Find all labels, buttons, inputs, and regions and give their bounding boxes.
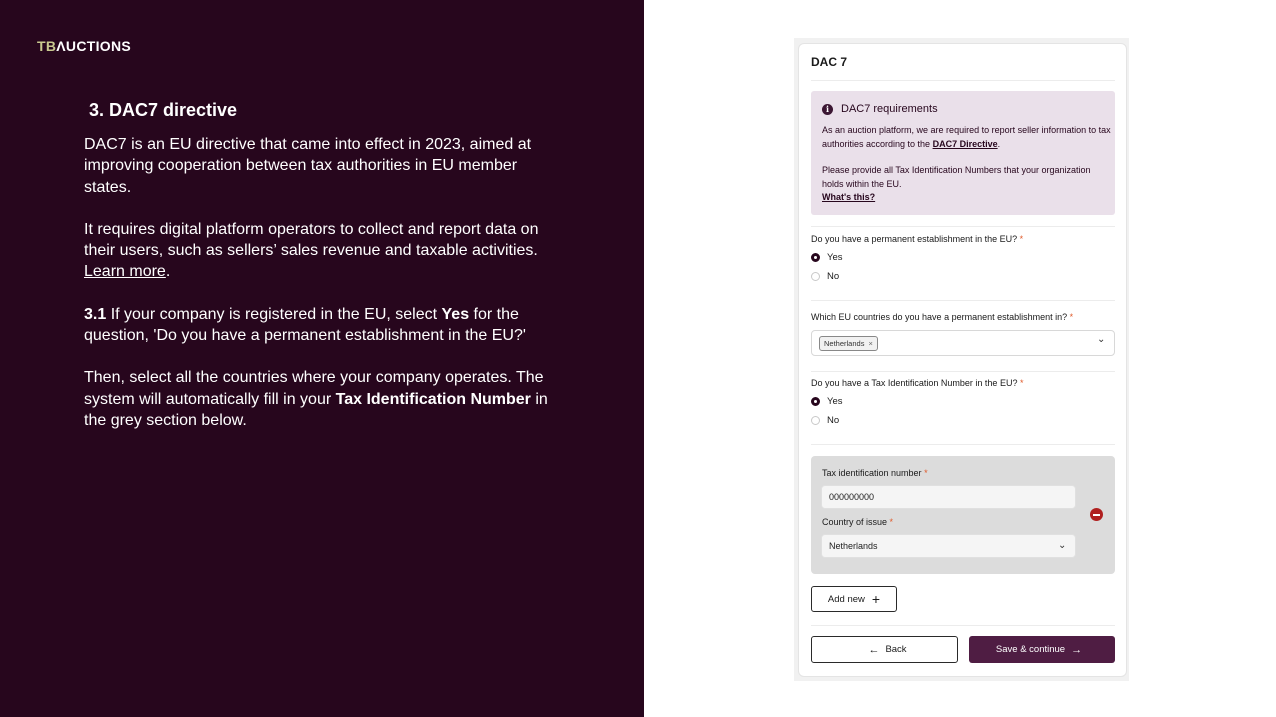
tin-section (811, 456, 1115, 574)
save-label: Save & continue (995, 644, 1066, 655)
radio-label: Yes (827, 396, 843, 407)
info-text-1: As an auction platform, we are required to report seller information to tax authorities according to the (822, 125, 1111, 149)
radio-label: Yes (827, 252, 843, 263)
divider (811, 226, 1115, 227)
chevron-down-icon[interactable]: ⌄ (1058, 540, 1067, 551)
add-new-label: Add new (827, 593, 865, 605)
info-text (822, 124, 1112, 218)
back-button[interactable] (811, 636, 958, 663)
tin-input[interactable]: 000000000 (821, 485, 1076, 509)
eu-countries-multiselect[interactable] (811, 330, 1115, 356)
remove-tin-button[interactable] (1090, 508, 1103, 521)
country-of-issue-label (822, 517, 893, 527)
permanent-establishment-question (811, 234, 1023, 244)
tin-label-text: Tax identification number (822, 468, 922, 478)
radio-selected-icon[interactable] (811, 397, 820, 406)
logo-prefix: TB (37, 38, 57, 54)
eu-countries-question (811, 312, 1073, 322)
arrow-right-icon: → (1071, 643, 1083, 656)
country-label-text: Country of issue (822, 517, 888, 527)
chip-label: Netherlands (824, 339, 865, 348)
info-text-1-end: . (997, 138, 1001, 149)
guide-body (84, 134, 564, 452)
info-heading (822, 103, 938, 115)
radio-selected-icon[interactable] (811, 253, 820, 262)
country-of-issue-select[interactable] (821, 534, 1076, 558)
guide-paragraph-1: DAC7 is an EU directive that came into effect in 2023, aimed at improving cooperation between tax authorities in EU member states. (84, 136, 532, 196)
radio-option-yes[interactable] (811, 396, 843, 407)
info-paragraph-1 (822, 124, 1112, 151)
q3-label: Do you have a Tax Identification Number in the EU? (811, 378, 1018, 388)
radio-option-no[interactable] (811, 271, 839, 282)
para3-text-a: If your company is registered in the EU, select (106, 305, 442, 323)
plus-icon: + (871, 591, 881, 607)
dac7-directive-link[interactable]: DAC7 Directive (932, 138, 998, 149)
radio-unselected-icon[interactable] (811, 272, 820, 281)
radio-label: No (827, 415, 840, 426)
divider (811, 371, 1115, 372)
para4-bold: Tax Identification Number (335, 390, 531, 408)
divider (811, 80, 1115, 81)
dac7-info-box (811, 91, 1115, 215)
info-paragraph-2 (822, 164, 1112, 205)
whats-this-link[interactable]: What's this? (822, 192, 876, 202)
tin-question (811, 378, 1023, 388)
arrow-left-icon: ← (868, 643, 880, 656)
form-title: DAC 7 (811, 55, 848, 69)
radio-unselected-icon[interactable] (811, 416, 820, 425)
para4-text-a: Then, select all the countries where your company operates. The system will automatically fill in your (84, 369, 544, 408)
required-marker: * (924, 468, 928, 478)
radio-option-no[interactable] (811, 415, 839, 426)
para3-text-b: for the question, 'Do you have a permanent establishment in the EU?' (84, 305, 526, 345)
required-marker: * (1019, 378, 1024, 388)
para3-bold: Yes (441, 305, 470, 323)
country-value: Netherlands (829, 541, 878, 551)
info-heading-text: DAC7 requirements (841, 103, 938, 115)
radio-option-yes[interactable] (811, 252, 843, 263)
divider (811, 444, 1115, 445)
add-new-button[interactable] (811, 586, 897, 612)
para4-text-b: in the grey section below. (84, 390, 548, 429)
q1-label: Do you have a permanent establishment in the EU? (811, 234, 1018, 244)
guide-paragraph-3 (84, 304, 564, 347)
tbauctions-logo (37, 38, 131, 54)
country-chip (819, 336, 878, 351)
required-marker: * (889, 517, 894, 527)
back-label: Back (885, 644, 907, 655)
guide-paragraph-4 (84, 367, 564, 431)
guide-paragraph-2 (84, 219, 564, 283)
required-marker: * (1019, 234, 1024, 244)
para2-end: . (165, 263, 171, 281)
info-icon: i (822, 104, 833, 115)
radio-label: No (827, 271, 840, 282)
logo-suffix: ΛUCTIONS (56, 38, 132, 54)
step-number: 3.1 (84, 305, 107, 323)
tin-label (822, 468, 928, 478)
save-continue-button[interactable] (969, 636, 1115, 663)
guide-heading: 3. DAC7 directive (89, 100, 238, 120)
chip-remove-icon[interactable]: × (868, 339, 873, 348)
learn-more-link[interactable]: Learn more (84, 263, 166, 281)
chevron-down-icon[interactable]: ⌄ (1097, 334, 1106, 345)
para2-text: It requires digital platform operators to collect and report data on their users, such as sellers’ sales revenue and taxable activities. (84, 220, 539, 260)
q2-label: Which EU countries do you have a permanent establishment in? (811, 312, 1068, 322)
required-marker: * (1069, 312, 1074, 322)
divider (811, 625, 1115, 626)
minus-icon (1093, 514, 1100, 516)
info-text-2: Please provide all Tax Identification Numbers that your organization holds within the EU. (822, 165, 1091, 189)
dac7-form-card (798, 43, 1127, 677)
divider (811, 300, 1115, 301)
